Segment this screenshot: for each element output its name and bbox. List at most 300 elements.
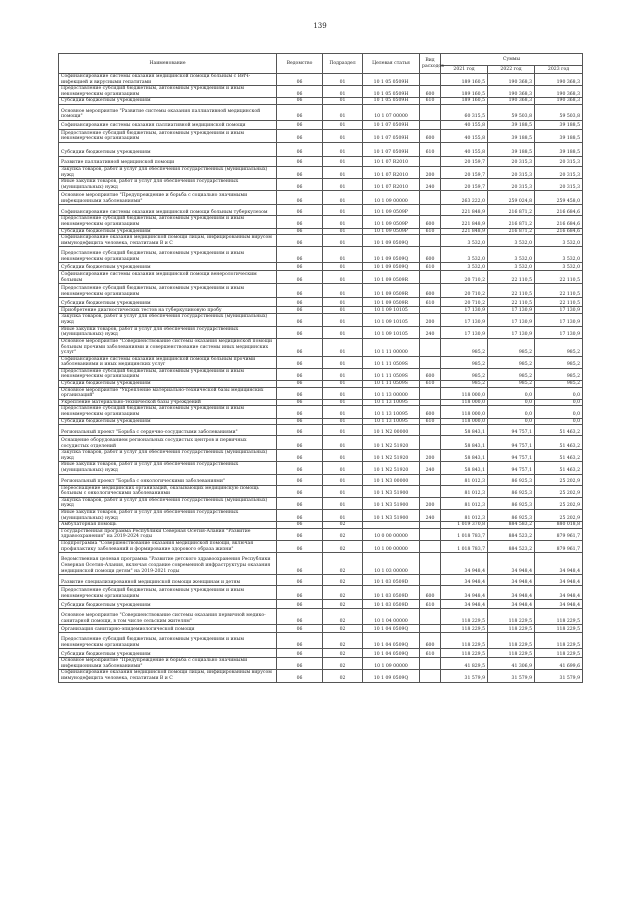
- row-subsection: 01: [323, 497, 363, 509]
- row-subsection: 01: [323, 368, 363, 380]
- row-ministry: 06: [277, 271, 323, 284]
- row-ministry: 06: [277, 474, 323, 485]
- row-sum-2022: 34 948,4: [488, 553, 535, 575]
- row-sum-2021: 81 012,3: [441, 509, 488, 521]
- row-sum-2021: 20 710,2: [441, 284, 488, 298]
- table-row: [59, 474, 583, 485]
- table-row: [59, 509, 583, 521]
- row-target: 10 0 00 00000: [363, 528, 420, 540]
- row-target: 10 1 09 0509Q: [363, 263, 420, 271]
- row-target: [363, 522, 420, 529]
- row-target: 10 1 09 0509R: [363, 298, 420, 307]
- row-sum-2022: 3 532,0: [488, 247, 535, 263]
- row-sum-2021: 118 229,5: [441, 649, 488, 658]
- row-subsection: 01: [323, 247, 363, 263]
- row-sum-2023: 0,0: [535, 387, 583, 399]
- row-sum-2023: 3 532,0: [535, 235, 583, 247]
- row-ministry: 06: [277, 633, 323, 649]
- row-subsection: 01: [323, 142, 363, 156]
- row-name: Субсидии бюджетным учреждениям: [59, 649, 277, 658]
- row-name: Предоставление субсидий бюджетным, автономным учреждениям и иным некоммерческим организациям: [59, 633, 277, 649]
- header-name: Наименование: [59, 54, 277, 74]
- row-ministry: 06: [277, 462, 323, 474]
- row-name: Софинансирование системы оказания медицинской помощи больным с ВИЧ-инфекцией и вирусными гепатитами: [59, 74, 277, 86]
- row-sum-2023: 0,0: [535, 418, 583, 425]
- table-row: [59, 625, 583, 633]
- row-sum-2022: 0,0: [488, 399, 535, 406]
- row-sum-2021: 221 848,9: [441, 228, 488, 235]
- table-row: [59, 235, 583, 247]
- row-sum-2023: 39 188,5: [535, 142, 583, 156]
- row-subsection: 01: [323, 179, 363, 191]
- row-subsection: 01: [323, 485, 363, 497]
- table-row: [59, 387, 583, 399]
- row-subsection: 01: [323, 129, 363, 142]
- row-name: Организация санитарно-эпидемиологической помощи: [59, 625, 277, 633]
- row-sum-2021: 31 579,9: [441, 670, 488, 682]
- row-expense-type: 610: [420, 263, 441, 271]
- row-sum-2023: 22 110,5: [535, 284, 583, 298]
- row-expense-type: 200: [420, 314, 441, 326]
- row-sum-2023: 34 948,4: [535, 575, 583, 586]
- row-sum-2021: 118 000,0: [441, 387, 488, 399]
- row-ministry: 06: [277, 129, 323, 142]
- row-sum-2021: 20 159,7: [441, 166, 488, 178]
- table-row: [59, 450, 583, 462]
- row-expense-type: 600: [420, 406, 441, 418]
- row-expense-type: 200: [420, 497, 441, 509]
- row-sum-2022: 0,0: [488, 406, 535, 418]
- table-row: [59, 368, 583, 380]
- row-name: Софинансирование системы оказания паллиативной медицинской помощи: [59, 120, 277, 129]
- row-sum-2021: 34 948,4: [441, 586, 488, 600]
- row-name: Предоставление субсидий бюджетным, автономным учреждениям и иным некоммерческим организациям: [59, 247, 277, 263]
- row-sum-2021: 3 532,0: [441, 263, 488, 271]
- row-ministry: 06: [277, 649, 323, 658]
- row-sum-2022: 39 188,5: [488, 120, 535, 129]
- row-sum-2023: 17 130,9: [535, 326, 583, 338]
- row-name: Софинансирование оказания медицинской помощи лицам, инфицированным вирусом иммунодефицита человека, гепатитами В и С: [59, 670, 277, 682]
- row-sum-2023: 985,2: [535, 338, 583, 356]
- row-ministry: 06: [277, 522, 323, 529]
- row-sum-2022: 190 368,3: [488, 86, 535, 98]
- row-ministry: 06: [277, 104, 323, 120]
- row-subsection: 01: [323, 509, 363, 521]
- row-name: Закупка товаров, работ и услуг для обеспечения государственных (муниципальных) нужд: [59, 166, 277, 178]
- row-sum-2022: 34 948,4: [488, 575, 535, 586]
- row-ministry: 06: [277, 191, 323, 205]
- row-name: Амбулаторная помощь: [59, 522, 277, 529]
- row-sum-2021: 40 155,8: [441, 120, 488, 129]
- row-expense-type: [420, 387, 441, 399]
- row-sum-2022: 22 110,5: [488, 271, 535, 284]
- row-target: 10 1 04 0509Q: [363, 625, 420, 633]
- row-ministry: 06: [277, 553, 323, 575]
- row-ministry: 06: [277, 235, 323, 247]
- table-row: [59, 104, 583, 120]
- row-subsection: 01: [323, 436, 363, 450]
- table-row: [59, 418, 583, 425]
- row-expense-type: [420, 338, 441, 356]
- row-target: 10 1 09 10105: [363, 326, 420, 338]
- row-expense-type: [420, 670, 441, 682]
- row-expense-type: 600: [420, 86, 441, 98]
- table-row: [59, 658, 583, 670]
- row-target: 10 1 05 0509Н: [363, 98, 420, 105]
- row-subsection: 01: [323, 474, 363, 485]
- row-subsection: 02: [323, 625, 363, 633]
- row-expense-type: [420, 271, 441, 284]
- row-target: 10 1 11 0509S: [363, 356, 420, 368]
- row-name: Основное мероприятие "Развитие системы оказания паллиативной медицинской помощи": [59, 104, 277, 120]
- row-subsection: 02: [323, 522, 363, 529]
- row-ministry: 06: [277, 298, 323, 307]
- row-expense-type: [420, 658, 441, 670]
- row-sum-2023: 25 202,9: [535, 509, 583, 521]
- row-sum-2022: 985,2: [488, 381, 535, 388]
- header-expense-type: Вид расходов: [420, 54, 441, 74]
- row-subsection: 01: [323, 216, 363, 228]
- row-sum-2021: 3 532,0: [441, 235, 488, 247]
- row-target: 10 1 N3 51900: [363, 509, 420, 521]
- row-target: 10 1 11 0509S: [363, 381, 420, 388]
- table-row: [59, 485, 583, 497]
- table-row: [59, 425, 583, 436]
- table-row: [59, 166, 583, 178]
- row-sum-2023: 216 684,6: [535, 216, 583, 228]
- row-target: 10 1 07 0509Н: [363, 120, 420, 129]
- row-expense-type: [420, 156, 441, 166]
- row-sum-2021: 58 843,1: [441, 462, 488, 474]
- row-subsection: 01: [323, 86, 363, 98]
- row-expense-type: 610: [420, 98, 441, 105]
- row-expense-type: 600: [420, 216, 441, 228]
- table-header: [59, 54, 583, 74]
- row-sum-2021: 40 155,8: [441, 142, 488, 156]
- row-sum-2021: 41 829,5: [441, 658, 488, 670]
- row-name: Региональный проект "Борьба с сердечно-сосудистыми заболеваниями": [59, 425, 277, 436]
- row-subsection: 01: [323, 235, 363, 247]
- row-ministry: 06: [277, 586, 323, 600]
- row-target: 10 1 04 0509Q: [363, 633, 420, 649]
- row-ministry: 06: [277, 609, 323, 625]
- row-expense-type: 240: [420, 179, 441, 191]
- row-expense-type: [420, 528, 441, 540]
- row-expense-type: [420, 235, 441, 247]
- row-sum-2023: 3 532,0: [535, 263, 583, 271]
- row-ministry: 06: [277, 425, 323, 436]
- table-row: [59, 600, 583, 609]
- row-sum-2021: 221 848,9: [441, 205, 488, 216]
- row-name: Субсидии бюджетным учреждениям: [59, 418, 277, 425]
- row-target: 10 1 04 0509Q: [363, 649, 420, 658]
- row-name: Субсидии бюджетным учреждениям: [59, 228, 277, 235]
- row-name: Предоставление субсидий бюджетным, автономным учреждениям и иным некоммерческим организациям: [59, 284, 277, 298]
- row-subsection: 02: [323, 528, 363, 540]
- row-sum-2023: 39 188,5: [535, 129, 583, 142]
- row-name: Субсидии бюджетным учреждениям: [59, 142, 277, 156]
- row-sum-2021: 118 000,0: [441, 418, 488, 425]
- row-target: 10 1 13 10095: [363, 399, 420, 406]
- row-sum-2023: 20 315,3: [535, 166, 583, 178]
- row-sum-2022: 20 315,3: [488, 156, 535, 166]
- table-row: [59, 205, 583, 216]
- row-sum-2023: 34 948,4: [535, 553, 583, 575]
- row-sum-2022: 20 315,3: [488, 179, 535, 191]
- row-target: 10 1 N3 51900: [363, 497, 420, 509]
- row-ministry: 06: [277, 179, 323, 191]
- row-subsection: 01: [323, 338, 363, 356]
- row-expense-type: 600: [420, 586, 441, 600]
- row-name: Основное мероприятие "Предупреждение и борьба с социально значимыми инфекционными заболеваниями": [59, 658, 277, 670]
- row-subsection: 01: [323, 298, 363, 307]
- row-sum-2023: 118 229,5: [535, 625, 583, 633]
- row-name: Иные закупки товаров, работ и услуг для обеспечения государственных (муниципальных) нужд: [59, 462, 277, 474]
- row-sum-2022: 118 229,5: [488, 625, 535, 633]
- row-sum-2023: 118 229,5: [535, 609, 583, 625]
- row-ministry: 06: [277, 625, 323, 633]
- row-sum-2023: 51 463,2: [535, 450, 583, 462]
- row-sum-2022: 118 229,5: [488, 609, 535, 625]
- row-name: Субсидии бюджетным учреждениям: [59, 263, 277, 271]
- row-sum-2022: 985,2: [488, 338, 535, 356]
- row-sum-2022: 59 503,8: [488, 104, 535, 120]
- row-target: 10 1 09 0509Q: [363, 670, 420, 682]
- row-sum-2023: 41 699,6: [535, 658, 583, 670]
- table-row: [59, 216, 583, 228]
- row-ministry: 06: [277, 658, 323, 670]
- row-target: 10 1 13 10095: [363, 406, 420, 418]
- row-ministry: 06: [277, 166, 323, 178]
- row-ministry: 06: [277, 381, 323, 388]
- row-sum-2023: 17 130,9: [535, 314, 583, 326]
- row-sum-2022: 190 368,3: [488, 98, 535, 105]
- row-sum-2023: 51 463,2: [535, 425, 583, 436]
- row-name: Основное мероприятие "Совершенствование системы оказания первичной медико-санитарной помощи, в том числе сельским жителям": [59, 609, 277, 625]
- row-expense-type: [420, 74, 441, 86]
- table-row: [59, 436, 583, 450]
- row-sum-2023: 0,0: [535, 406, 583, 418]
- row-target: 10 1 05 0509Н: [363, 74, 420, 86]
- row-expense-type: [420, 191, 441, 205]
- row-sum-2022: 0,0: [488, 418, 535, 425]
- row-ministry: 06: [277, 338, 323, 356]
- row-sum-2021: 1 019 370,8: [441, 522, 488, 529]
- row-subsection: 01: [323, 326, 363, 338]
- row-sum-2022: 86 925,3: [488, 474, 535, 485]
- table-row: [59, 670, 583, 682]
- row-ministry: 06: [277, 263, 323, 271]
- row-subsection: 01: [323, 98, 363, 105]
- row-name: Ведомственная целевая программа "Развитие детского здравоохранения Республики Северная Осетия-Алания, включая создание современной инфраструктуры оказания медицинской помощи детям" на 2019-2021 годы: [59, 553, 277, 575]
- row-sum-2022: 31 579,9: [488, 670, 535, 682]
- row-name: Государственная программа Республики Северная Осетия-Алания "Развитие здравоохранения" на 2019-2024 годы: [59, 528, 277, 540]
- row-sum-2021: 1 018 783,7: [441, 528, 488, 540]
- row-sum-2022: 94 757,1: [488, 436, 535, 450]
- table-row: [59, 528, 583, 540]
- row-target: 10 1 07 0509Н: [363, 129, 420, 142]
- header-subsection: Подраздел: [323, 54, 363, 74]
- row-sum-2022: 39 188,5: [488, 129, 535, 142]
- row-expense-type: [420, 474, 441, 485]
- row-subsection: 01: [323, 228, 363, 235]
- row-sum-2022: 3 532,0: [488, 235, 535, 247]
- row-sum-2023: 31 579,9: [535, 670, 583, 682]
- row-sum-2021: 58 843,1: [441, 425, 488, 436]
- row-name: Предоставление субсидий бюджетным, автономным учреждениям и иным некоммерческим организациям: [59, 586, 277, 600]
- row-ministry: 06: [277, 120, 323, 129]
- row-expense-type: [420, 356, 441, 368]
- row-subsection: 02: [323, 575, 363, 586]
- row-target: 10 1 N3 00000: [363, 474, 420, 485]
- row-expense-type: [420, 104, 441, 120]
- table-row: [59, 228, 583, 235]
- table-row: [59, 553, 583, 575]
- row-sum-2022: 259 024,8: [488, 191, 535, 205]
- row-sum-2023: 17 130,9: [535, 307, 583, 314]
- row-target: 10 1 09 10105: [363, 314, 420, 326]
- row-sum-2022: 34 948,4: [488, 586, 535, 600]
- row-sum-2021: 3 532,0: [441, 247, 488, 263]
- table-row: [59, 179, 583, 191]
- row-sum-2021: 20 159,7: [441, 179, 488, 191]
- row-sum-2021: 81 012,3: [441, 474, 488, 485]
- row-expense-type: [420, 307, 441, 314]
- row-subsection: 02: [323, 553, 363, 575]
- row-ministry: 06: [277, 450, 323, 462]
- row-target: 10 1 09 0509Р: [363, 228, 420, 235]
- row-ministry: 06: [277, 205, 323, 216]
- row-expense-type: [420, 120, 441, 129]
- row-sum-2021: 118 229,5: [441, 633, 488, 649]
- row-subsection: 01: [323, 74, 363, 86]
- row-target: 10 1 N2 51920: [363, 462, 420, 474]
- row-sum-2023: 22 110,5: [535, 298, 583, 307]
- header-year-2021: 2021 год: [441, 66, 488, 74]
- table-row: [59, 497, 583, 509]
- row-sum-2021: 20 710,2: [441, 298, 488, 307]
- table-row: [59, 586, 583, 600]
- row-ministry: 06: [277, 528, 323, 540]
- row-sum-2021: 81 012,3: [441, 497, 488, 509]
- row-name: Софинансирование системы оказания медицинской помощи больным туберкулезом: [59, 205, 277, 216]
- row-subsection: 01: [323, 356, 363, 368]
- row-name: Иные закупки товаров, работ и услуг для обеспечения государственных (муниципальных) нужд: [59, 509, 277, 521]
- row-target: 10 1 09 0509Р: [363, 205, 420, 216]
- row-sum-2022: 17 130,9: [488, 326, 535, 338]
- row-sum-2021: 221 848,9: [441, 216, 488, 228]
- row-expense-type: 600: [420, 284, 441, 298]
- row-name: Закупка товаров, работ и услуг для обеспечения государственных (муниципальных) нужд: [59, 497, 277, 509]
- row-target: 10 1 09 0509R: [363, 271, 420, 284]
- row-ministry: 06: [277, 98, 323, 105]
- row-subsection: 01: [323, 425, 363, 436]
- row-subsection: 02: [323, 540, 363, 552]
- row-name: Подпрограмма "Совершенствование оказания медицинской помощи, включая профилактику заболеваний и формирование здорового образа жизни": [59, 540, 277, 552]
- row-sum-2022: 985,2: [488, 368, 535, 380]
- table-row: [59, 338, 583, 356]
- table-row: [59, 307, 583, 314]
- row-sum-2023: 880 018,8: [535, 522, 583, 529]
- row-subsection: 02: [323, 586, 363, 600]
- row-name: Субсидии бюджетным учреждениям: [59, 98, 277, 105]
- row-expense-type: 240: [420, 509, 441, 521]
- row-target: 10 1 07 00000: [363, 104, 420, 120]
- row-sum-2023: 25 202,9: [535, 474, 583, 485]
- row-sum-2022: 41 306,9: [488, 658, 535, 670]
- row-sum-2022: 39 188,5: [488, 142, 535, 156]
- row-sum-2022: 20 315,3: [488, 166, 535, 178]
- row-sum-2022: 17 130,9: [488, 314, 535, 326]
- row-expense-type: 610: [420, 228, 441, 235]
- row-sum-2022: 94 757,1: [488, 425, 535, 436]
- table-row: [59, 314, 583, 326]
- row-name: Субсидии бюджетным учреждениям: [59, 381, 277, 388]
- row-expense-type: 610: [420, 381, 441, 388]
- row-expense-type: 610: [420, 142, 441, 156]
- row-subsection: 02: [323, 658, 363, 670]
- row-sum-2022: 884 523,2: [488, 540, 535, 552]
- row-sum-2023: 985,2: [535, 368, 583, 380]
- row-sum-2022: 190 368,3: [488, 74, 535, 86]
- row-sum-2022: 94 757,1: [488, 462, 535, 474]
- row-ministry: 06: [277, 387, 323, 399]
- row-sum-2022: 34 948,4: [488, 600, 535, 609]
- row-target: 10 1 03 0509D: [363, 600, 420, 609]
- row-name: Субсидии бюджетным учреждениям: [59, 600, 277, 609]
- row-name: Развитие паллиативной медицинской помощи: [59, 156, 277, 166]
- row-name: Софинансирование системы оказания медицинской помощи венерологическим больным: [59, 271, 277, 284]
- row-name: Предоставление субсидий бюджетным, автономным учреждениям и иным некоммерческим организациям: [59, 406, 277, 418]
- row-target: 10 1 09 0509Q: [363, 235, 420, 247]
- row-target: 10 1 09 00000: [363, 658, 420, 670]
- row-target: 10 1 09 0509Q: [363, 247, 420, 263]
- row-sum-2021: 985,2: [441, 381, 488, 388]
- row-subsection: 01: [323, 418, 363, 425]
- row-ministry: 06: [277, 509, 323, 521]
- row-sum-2023: 259 458,0: [535, 191, 583, 205]
- row-expense-type: 200: [420, 450, 441, 462]
- row-sum-2023: 879 961,7: [535, 540, 583, 552]
- row-expense-type: 600: [420, 368, 441, 380]
- row-sum-2023: 25 202,9: [535, 485, 583, 497]
- row-sum-2023: 39 188,5: [535, 120, 583, 129]
- row-expense-type: 600: [420, 633, 441, 649]
- row-subsection: 01: [323, 191, 363, 205]
- row-sum-2023: 34 948,4: [535, 586, 583, 600]
- row-sum-2021: 81 012,3: [441, 485, 488, 497]
- row-sum-2022: 17 130,9: [488, 307, 535, 314]
- header-ministry: Ведомство: [277, 54, 323, 74]
- row-expense-type: [420, 485, 441, 497]
- row-ministry: 06: [277, 356, 323, 368]
- row-subsection: 01: [323, 263, 363, 271]
- row-name: Предоставление субсидий бюджетным, автономным учреждениям и иным некоммерческим организациям: [59, 129, 277, 142]
- row-ministry: 06: [277, 247, 323, 263]
- row-target: 10 1 07 R2010: [363, 179, 420, 191]
- row-target: 10 1 09 0509R: [363, 284, 420, 298]
- table-row: [59, 191, 583, 205]
- row-subsection: 02: [323, 633, 363, 649]
- row-target: 10 1 09 10105: [363, 307, 420, 314]
- row-sum-2021: 17 130,9: [441, 314, 488, 326]
- row-ministry: 06: [277, 497, 323, 509]
- row-name: Софинансирование системы оказания медицинской помощи больным прочими заболеваниями и иных медицинских услуг: [59, 356, 277, 368]
- table-row: [59, 399, 583, 406]
- page-number: 139: [313, 22, 327, 30]
- row-expense-type: 610: [420, 298, 441, 307]
- row-sum-2023: 59 503,8: [535, 104, 583, 120]
